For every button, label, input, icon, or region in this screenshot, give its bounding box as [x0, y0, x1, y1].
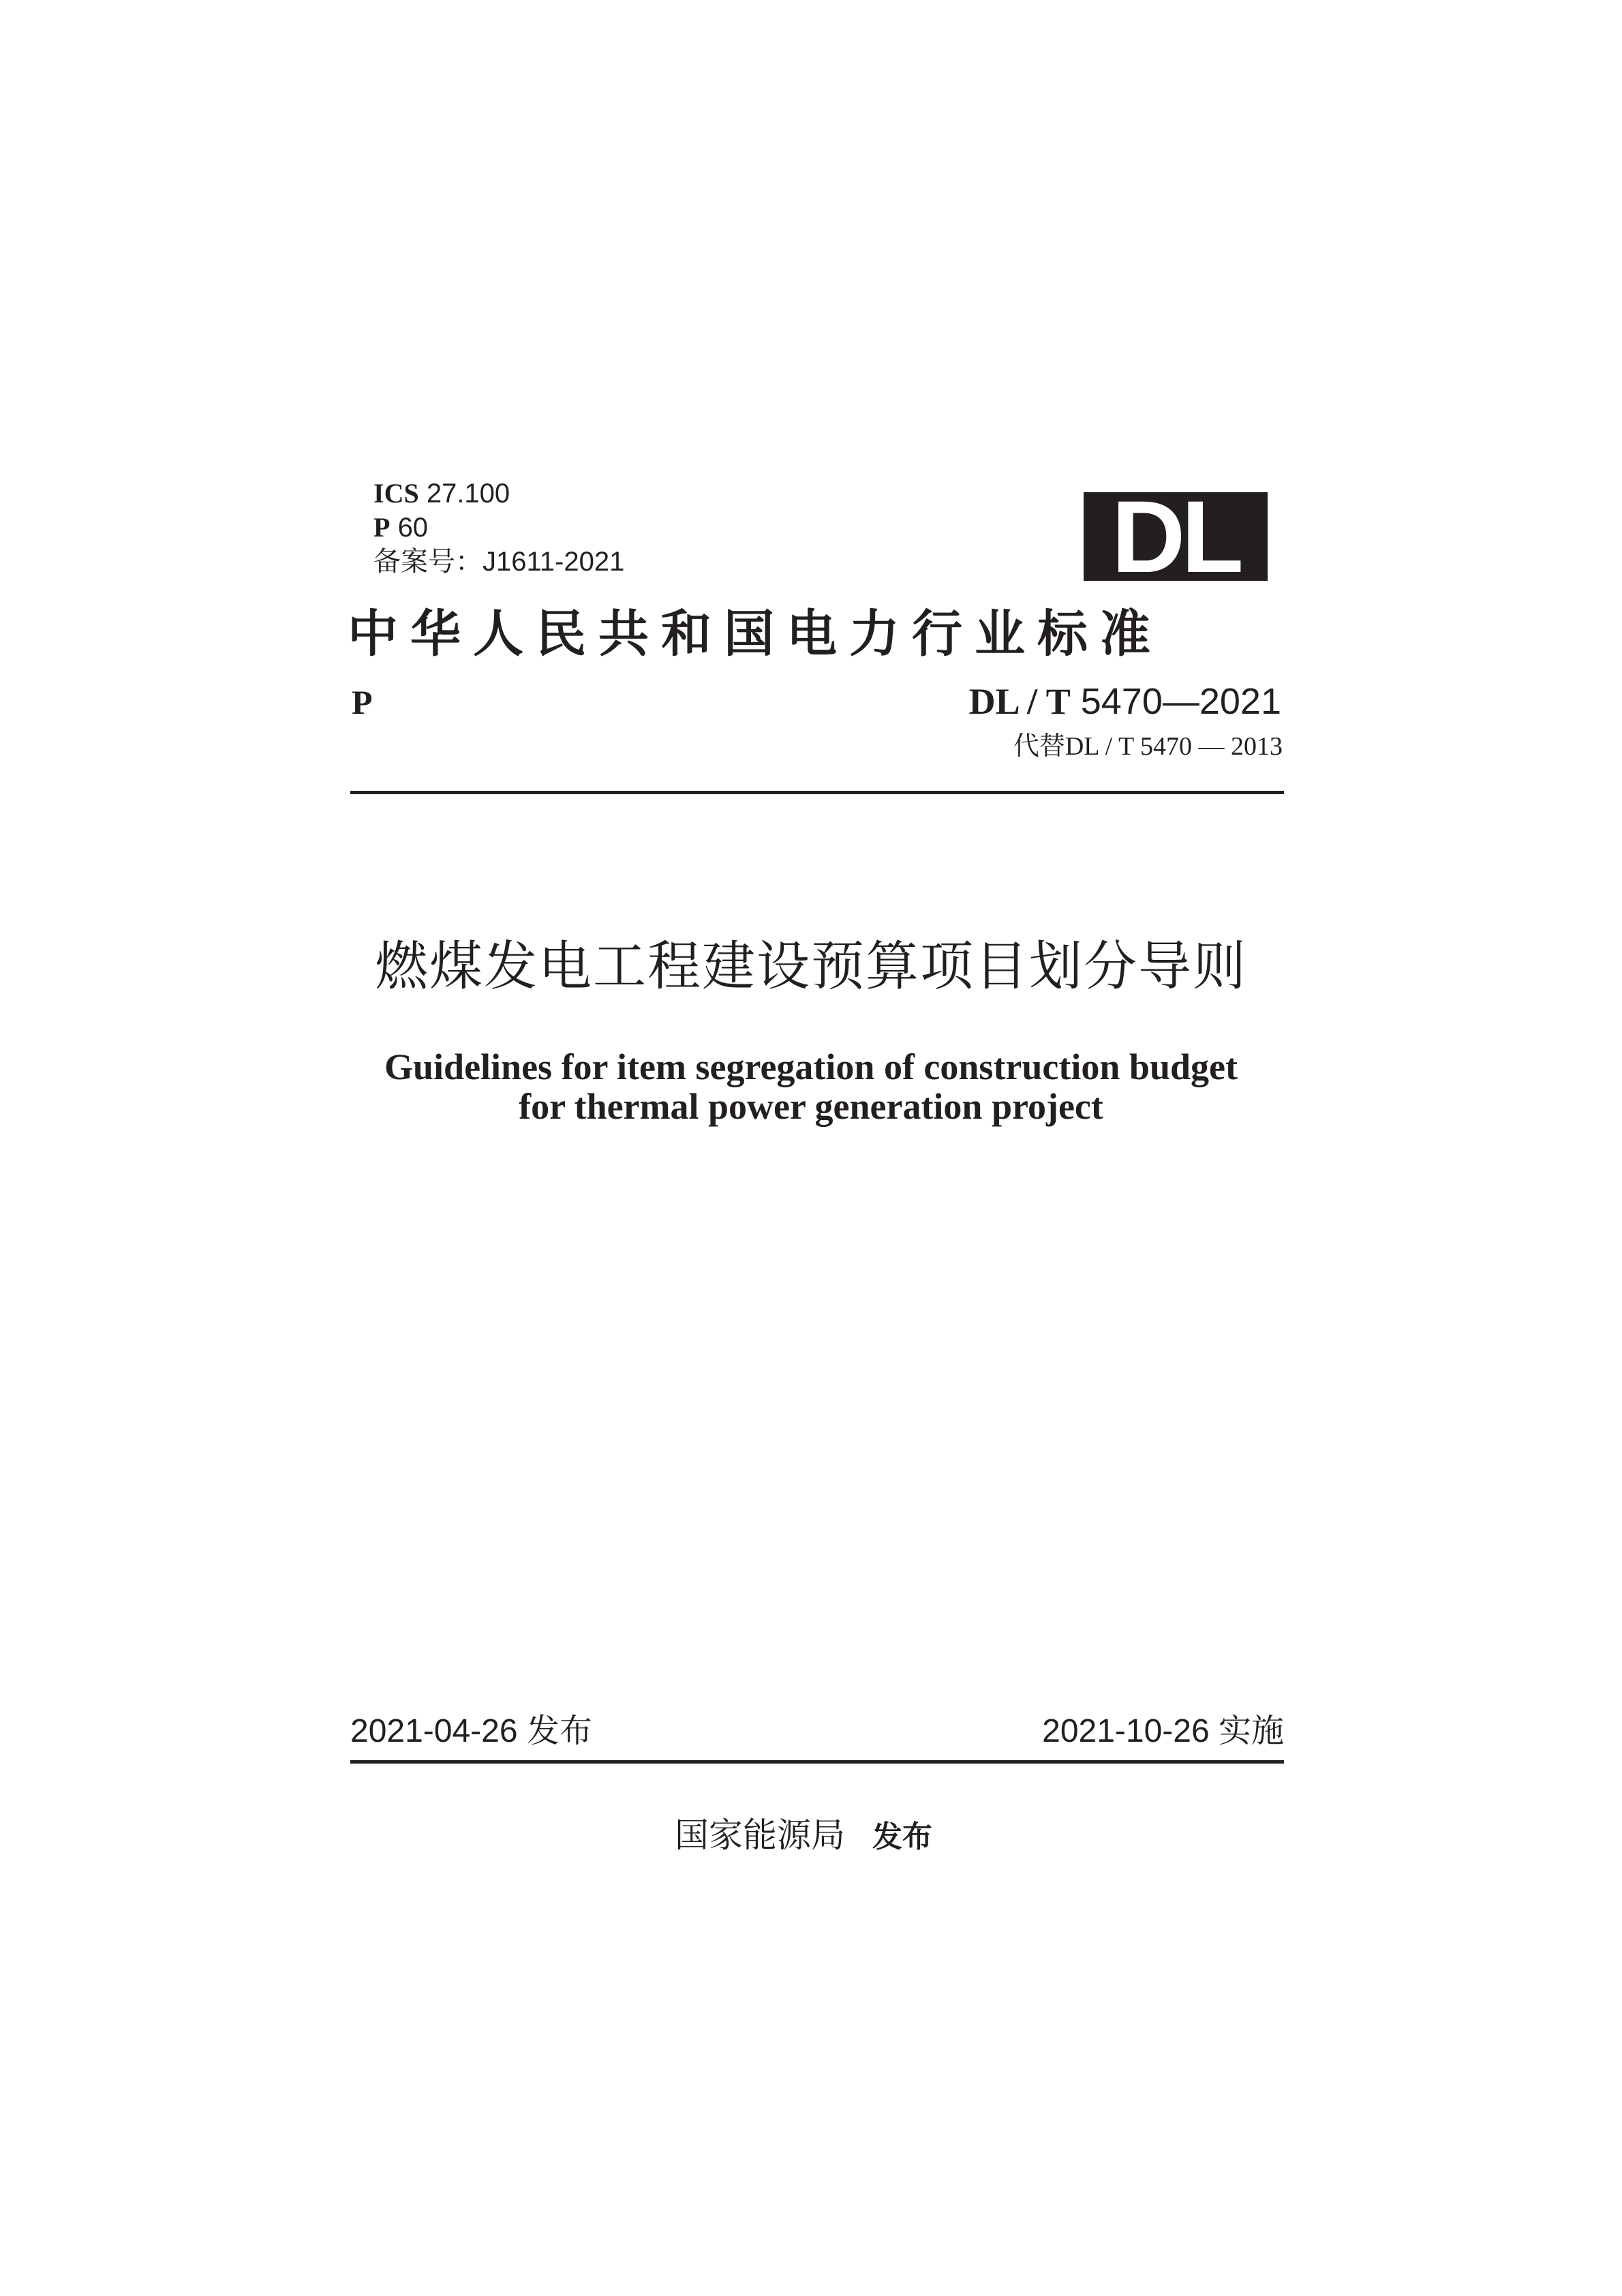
record-value: J1611-2021: [483, 547, 625, 577]
standard-number: [969, 680, 1281, 723]
record-label: 备案号：: [373, 547, 483, 577]
header-divider: [350, 791, 1284, 794]
issue-date: 2021-04-26 发布: [350, 1713, 592, 1749]
document-title-en-line2: for thermal power generation project: [519, 1086, 1103, 1127]
publish-action: 发布: [872, 1819, 932, 1854]
ics-label: ICS: [373, 478, 419, 509]
document-title-zh: 燃煤发电工程建设预算项目划分导则: [374, 936, 1247, 997]
dl-logo: DL: [1084, 492, 1268, 581]
category-code: P: [352, 683, 373, 721]
ccs-label: P: [373, 512, 391, 543]
replaces-standard: 代替DL / T 5470 — 2013: [1013, 732, 1283, 761]
publisher-name: 国家能源局: [675, 1815, 845, 1855]
standard-number-value: 5470—2021: [1080, 681, 1281, 722]
publisher: [675, 1813, 932, 1859]
record-number: [373, 545, 624, 578]
footer-divider: [350, 1760, 1284, 1764]
standard-number-prefix: DL / T: [968, 681, 1071, 722]
ics-value: 27.100: [426, 479, 510, 509]
document-title-en-line1: Guidelines for item segregation of construction budget: [384, 1046, 1238, 1087]
ccs-value: 60: [397, 513, 429, 543]
ccs-code: [373, 511, 428, 544]
ics-code: [373, 477, 510, 510]
implementation-date: 2021-10-26 实施: [1042, 1713, 1284, 1749]
standard-type-heading: 中华人民共和国电力行业标准: [348, 605, 1163, 663]
